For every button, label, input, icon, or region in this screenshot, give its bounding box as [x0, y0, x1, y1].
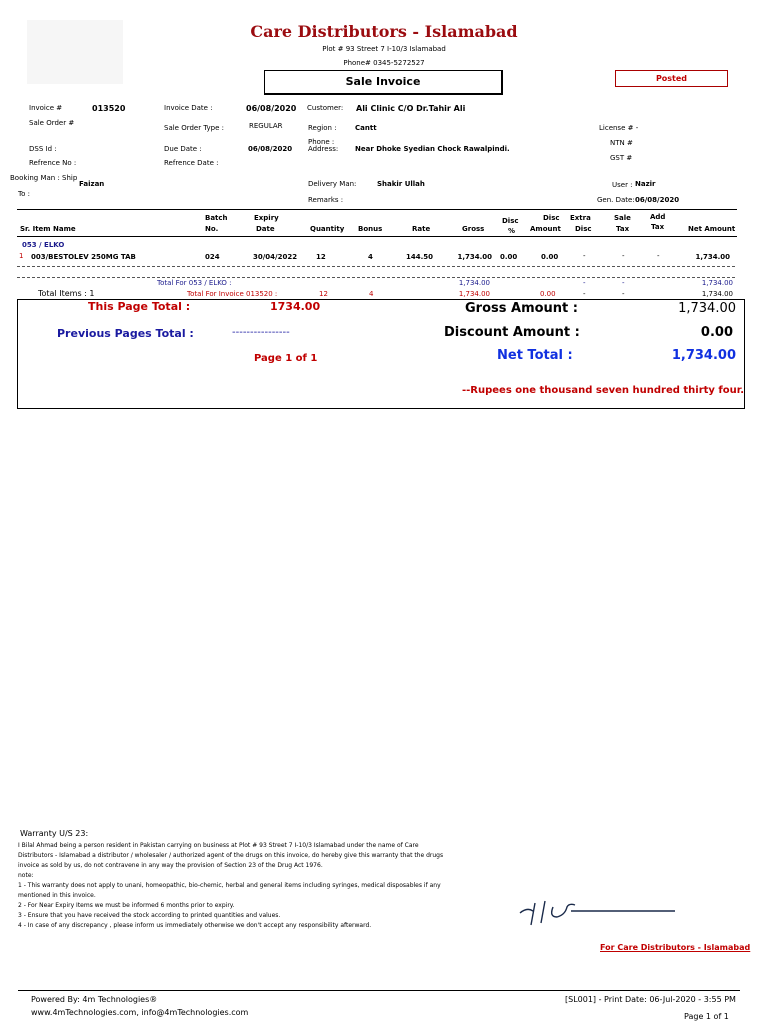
invoice-total-quantity: 12	[319, 290, 328, 298]
col-sr-item: Sr. Item Name	[20, 225, 76, 233]
col-extra: Extra	[570, 214, 591, 222]
remarks-label: Remarks :	[308, 196, 344, 204]
row-add-tax: -	[657, 252, 660, 260]
dss-label: DSS Id :	[29, 145, 57, 153]
warranty-line-2: Distributors - Islamabad a distributor / wholesaler / authorized agent of the drugs on this invoice, do hereby give this warranty that the drugs	[18, 852, 444, 859]
delivery-label: Delivery Man:	[308, 180, 357, 188]
net-total-value: 1,734.00	[671, 348, 736, 363]
due-date-label: Due Date :	[164, 145, 202, 153]
warranty-line-3: invoice as sold by us, do not contravene in any way the provision of Section 23 of the Drug Act 1976.	[18, 862, 323, 869]
ref-no-label: Refrence No :	[29, 159, 77, 167]
doc-title: Sale Invoice	[345, 75, 421, 88]
sale-order-type: REGULAR	[249, 122, 283, 130]
signature-image	[515, 895, 685, 930]
warranty-note-1b: mentioned in this invoice.	[18, 892, 96, 899]
sale-order-label: Sale Order #	[29, 119, 75, 127]
discount-amount-value: 0.00	[700, 325, 733, 340]
footer-divider	[18, 990, 740, 991]
invoice-total-bonus: 4	[369, 290, 374, 298]
ntn-label: NTN #	[610, 139, 633, 147]
previous-pages-label: Previous Pages Total :	[57, 327, 194, 340]
col-sale-tax: Sale	[614, 214, 631, 222]
gross-amount-value: 1,734.00	[678, 301, 736, 316]
phone-label: Phone :	[308, 138, 335, 146]
signature-caption: For Care Distributors - Islamabad	[600, 943, 751, 952]
group-total-gross: 1,734.00	[458, 279, 490, 287]
booking-label: Booking Man : Ship	[10, 174, 78, 182]
this-page-total-label: This Page Total :	[88, 300, 191, 313]
row-net: 1,734.00	[695, 253, 730, 261]
this-page-total-value: 1734.00	[270, 300, 321, 313]
company-name: Care Distributors - Islamabad	[250, 22, 518, 41]
col-disc-amt: Disc	[543, 214, 560, 222]
booking-man: Faizan	[79, 180, 105, 188]
due-date: 06/08/2020	[248, 145, 293, 153]
invoice-total-extra: -	[583, 290, 586, 298]
print-date: [SL001] - Print Date: 06-Jul-2020 - 3:55 PM	[565, 995, 736, 1004]
region: Cantt	[355, 124, 377, 132]
warranty-line-1: I Bilal Ahmad being a person resident in Pakistan carrying on business at Plot # 93 Street 7 I-10/3 Islamabad under the name of Care	[18, 842, 419, 849]
invoice-total-disc: 0.00	[540, 290, 556, 298]
invoice-total-gross: 1,734.00	[458, 290, 490, 298]
address: Near Dhoke Syedian Chock Rawalpindi.	[355, 145, 510, 153]
total-items: Total Items : 1	[38, 289, 95, 298]
sale-order-type-label: Sale Order Type :	[164, 124, 224, 132]
group-total-extra: -	[583, 279, 586, 287]
user-name: Nazir	[635, 180, 656, 188]
invoice-no: 013520	[92, 104, 126, 113]
to-label: To :	[18, 190, 30, 198]
gst-label: GST #	[610, 154, 633, 162]
col-disc-pct-2: %	[508, 227, 516, 235]
previous-pages-value: ----------------	[232, 327, 290, 338]
col-disc-pct: Disc	[502, 217, 519, 225]
row-batch: 024	[205, 253, 220, 261]
group-total-sale-tax: -	[622, 279, 625, 287]
ref-date-label: Refrence Date :	[164, 159, 219, 167]
invoice-total-label: Total For Invoice 013520 :	[187, 290, 278, 298]
doc-title-box	[264, 70, 503, 95]
col-quantity: Quantity	[310, 225, 345, 233]
customer-name: Ali Clinic C/O Dr.Tahir Ali	[356, 104, 466, 113]
header-divider	[17, 209, 737, 210]
row-sale-tax: -	[622, 252, 625, 260]
address-label: Address:	[308, 145, 339, 153]
col-expiry-2: Date	[256, 225, 275, 233]
warranty-note-4: 4 - In case of any discrepancy , please inform us immediately otherwise we don't accept any responsibility afterward.	[18, 922, 372, 929]
row-disc-amt: 0.00	[541, 253, 559, 261]
invoice-date-label: Invoice Date :	[164, 104, 213, 112]
status-badge	[615, 70, 728, 87]
gen-date-label: Gen. Date:	[597, 196, 635, 204]
discount-amount-label: Discount Amount :	[444, 325, 580, 340]
group-total-net: 1,734.00	[701, 279, 733, 287]
group-name: 053 / ELKO	[22, 241, 65, 249]
invoice-date: 06/08/2020	[246, 104, 297, 113]
col-add-tax: Add	[650, 213, 666, 221]
delivery-man: Shakir Ullah	[377, 180, 425, 188]
invoice-total-net: 1,734.00	[701, 290, 733, 298]
row-expiry: 30/04/2022	[253, 253, 298, 261]
row-quantity: 12	[316, 253, 326, 261]
company-address: Plot # 93 Street 7 I-10/3 Islamabad	[322, 45, 446, 53]
columns-divider	[17, 236, 737, 237]
warranty-title: Warranty U/S 23:	[20, 829, 89, 838]
powered-by: Powered By: 4m Technologies®	[31, 995, 158, 1004]
group-total-divider	[17, 277, 735, 278]
col-batch: Batch	[205, 214, 228, 222]
row-divider	[17, 266, 735, 267]
warranty-note-3: 3 - Ensure that you have received the stock according to printed quantities and values.	[18, 912, 281, 919]
row-item: 003/BESTOLEV 250MG TAB	[31, 253, 136, 261]
col-sale-tax-2: Tax	[616, 225, 630, 233]
col-batch-2: No.	[205, 225, 219, 233]
row-extra: -	[583, 252, 586, 260]
footer-website[interactable]: www.4mTechnologies.com, info@4mTechnologies.com	[31, 1008, 249, 1017]
warranty-note-1: 1 - This warranty does not apply to unani, homeopathic, bio-chemic, herbal and general items including syringes, medical disposables if any	[18, 882, 441, 889]
gross-amount-label: Gross Amount :	[465, 301, 579, 316]
col-gross: Gross	[462, 225, 485, 233]
warranty-note-2: 2 - For Near Expiry Items we must be informed 6 months prior to expiry.	[18, 902, 235, 909]
col-extra-2: Disc	[575, 225, 592, 233]
user-label: User :	[612, 181, 633, 189]
row-disc-pct: 0.00	[500, 253, 518, 261]
net-total-label: Net Total :	[497, 348, 573, 363]
page-indicator: Page 1 of 1	[254, 353, 318, 364]
company-phone: Phone# 0345-5272527	[343, 59, 425, 67]
customer-label: Customer:	[307, 104, 344, 112]
col-bonus: Bonus	[358, 225, 383, 233]
row-bonus: 4	[368, 253, 373, 261]
col-add-tax-2: Tax	[651, 223, 665, 231]
region-label: Region :	[308, 124, 337, 132]
row-rate: 144.50	[405, 253, 433, 261]
col-net-amount: Net Amount	[688, 225, 736, 233]
col-rate: Rate	[412, 225, 431, 233]
row-sr: 1	[19, 252, 24, 260]
amount-in-words: --Rupees one thousand seven hundred thirty four.	[462, 385, 745, 396]
license-label: License # -	[599, 124, 639, 132]
gen-date: 06/08/2020	[635, 196, 680, 204]
col-expiry: Expiry	[254, 214, 279, 222]
footer-page-number: Page 1 of 1	[684, 1012, 729, 1021]
col-disc-amt-2: Amount	[530, 225, 561, 233]
row-gross: 1,734.00	[457, 253, 492, 261]
invoice-no-label: Invoice #	[29, 104, 63, 112]
invoice-total-sale-tax: -	[622, 290, 625, 298]
status-label: Posted	[655, 74, 688, 83]
group-total-label: Total For 053 / ELKO :	[157, 279, 232, 287]
warranty-note: note:	[18, 872, 34, 879]
